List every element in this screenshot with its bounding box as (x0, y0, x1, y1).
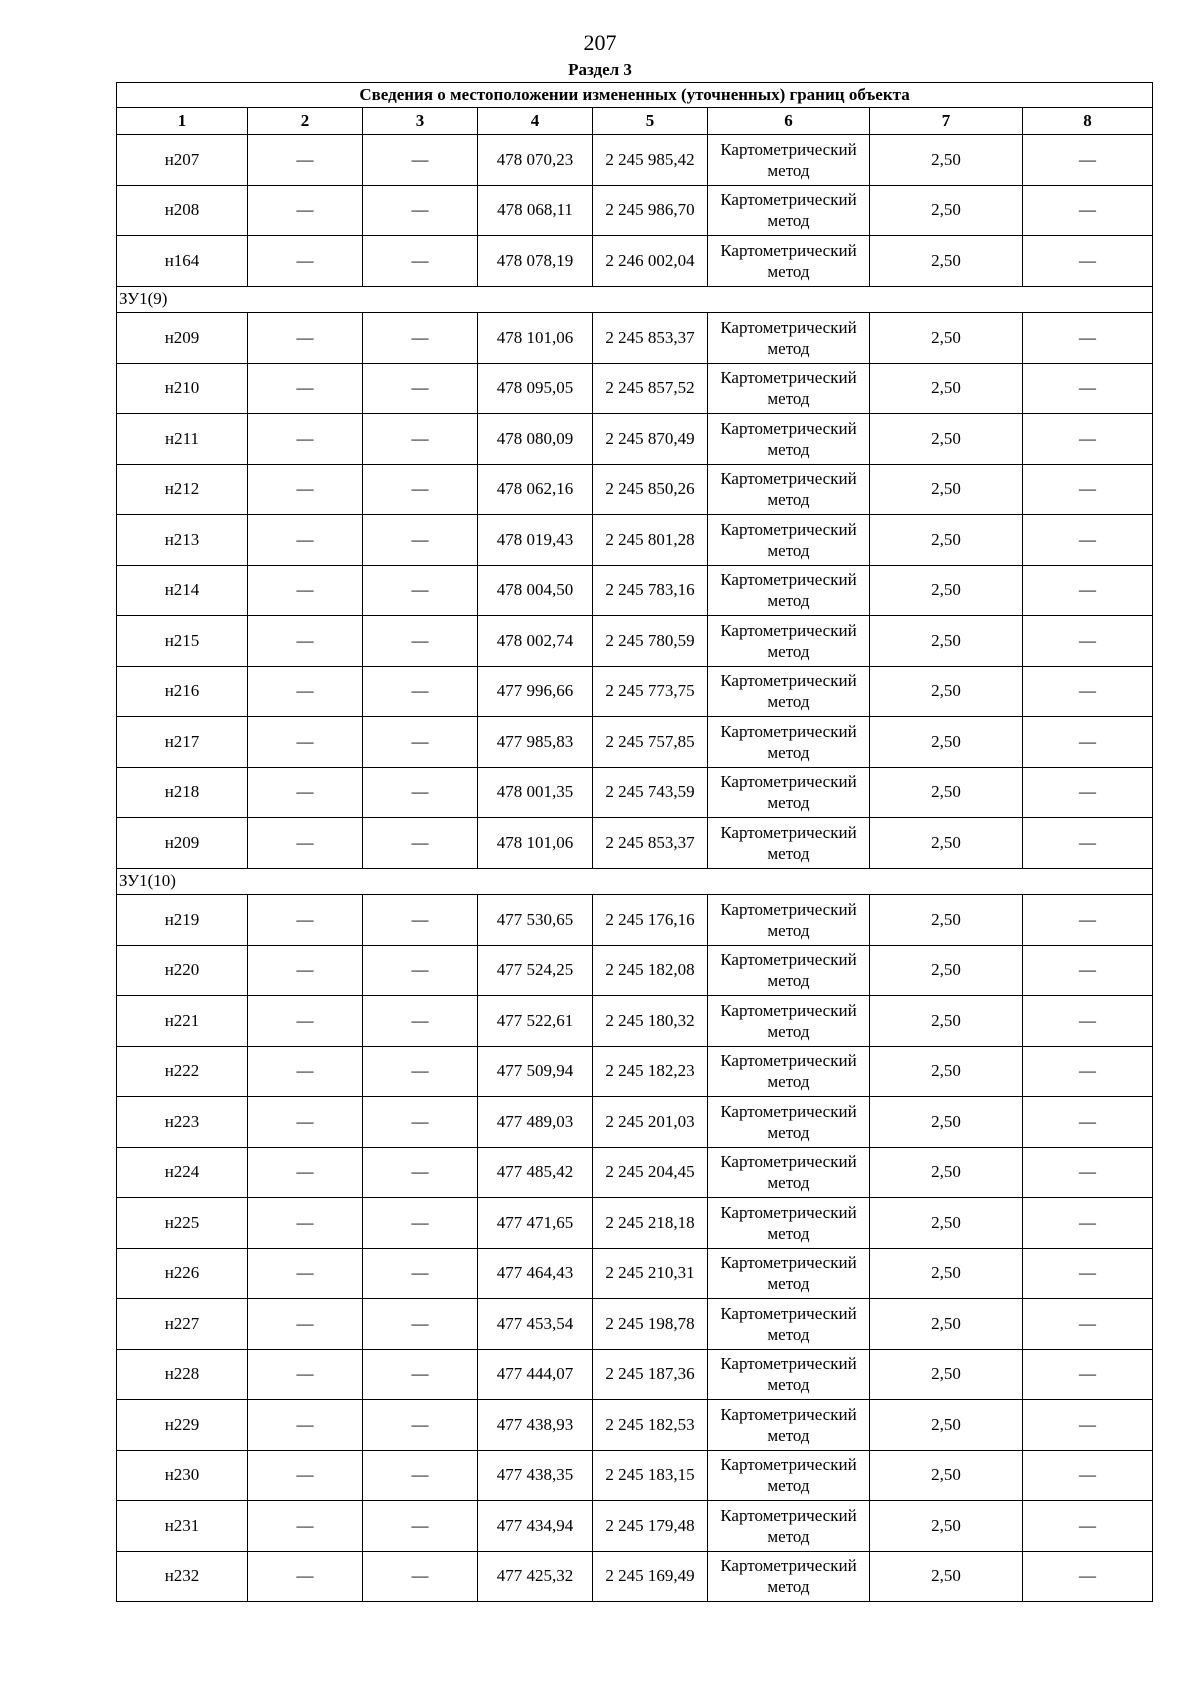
table-row (117, 818, 1153, 869)
x-coordinate-cell: 477 985,83 (478, 717, 593, 768)
col8-cell: — (1023, 1046, 1153, 1097)
point-id-cell: н224 (117, 1147, 248, 1198)
table-row (117, 464, 1153, 515)
y-coordinate-cell: 2 245 169,49 (593, 1551, 708, 1602)
x-coordinate-cell: 477 530,65 (478, 895, 593, 946)
column-number-2: 2 (248, 108, 363, 135)
col2-cell: — (248, 1248, 363, 1299)
col8-cell: — (1023, 1349, 1153, 1400)
col8-cell: — (1023, 945, 1153, 996)
col2-cell: — (248, 1147, 363, 1198)
point-id-cell: н227 (117, 1299, 248, 1350)
x-coordinate-cell: 477 444,07 (478, 1349, 593, 1400)
method-cell: Картометрический метод (708, 767, 870, 818)
accuracy-cell: 2,50 (870, 666, 1023, 717)
col2-cell: — (248, 1097, 363, 1148)
col2-cell: — (248, 414, 363, 465)
x-coordinate-cell: 477 464,43 (478, 1248, 593, 1299)
table-row (117, 616, 1153, 667)
accuracy-cell: 2,50 (870, 1299, 1023, 1350)
x-coordinate-cell: 477 996,66 (478, 666, 593, 717)
table-row (117, 1097, 1153, 1148)
method-cell: Картометрический метод (708, 464, 870, 515)
point-id-cell: н216 (117, 666, 248, 717)
point-id-cell: н232 (117, 1551, 248, 1602)
page-number: 207 (583, 30, 617, 55)
y-coordinate-cell: 2 245 218,18 (593, 1198, 708, 1249)
column-number-8: 8 (1023, 108, 1153, 135)
group-header-row (117, 868, 1153, 895)
method-cell: Картометрический метод (708, 1349, 870, 1400)
y-coordinate-cell: 2 245 783,16 (593, 565, 708, 616)
col8-cell: — (1023, 515, 1153, 566)
x-coordinate-cell: 478 004,50 (478, 565, 593, 616)
col8-cell: — (1023, 135, 1153, 186)
point-id-cell: н230 (117, 1450, 248, 1501)
x-coordinate-cell: 477 434,94 (478, 1501, 593, 1552)
col2-cell: — (248, 945, 363, 996)
col2-cell: — (248, 1046, 363, 1097)
column-number-row (117, 108, 1153, 135)
method-cell: Картометрический метод (708, 565, 870, 616)
table-row (117, 996, 1153, 1047)
table-row (117, 1147, 1153, 1198)
method-cell: Картометрический метод (708, 818, 870, 869)
x-coordinate-cell: 477 524,25 (478, 945, 593, 996)
accuracy-cell: 2,50 (870, 1349, 1023, 1400)
method-cell: Картометрический метод (708, 616, 870, 667)
col3-cell: — (363, 1046, 478, 1097)
accuracy-cell: 2,50 (870, 1400, 1023, 1451)
point-id-cell: н226 (117, 1248, 248, 1299)
col8-cell: — (1023, 464, 1153, 515)
point-id-cell: н217 (117, 717, 248, 768)
table-row (117, 565, 1153, 616)
accuracy-cell: 2,50 (870, 464, 1023, 515)
col3-cell: — (363, 996, 478, 1047)
col3-cell: — (363, 666, 478, 717)
col8-cell: — (1023, 1248, 1153, 1299)
col3-cell: — (363, 1501, 478, 1552)
accuracy-cell: 2,50 (870, 945, 1023, 996)
table-caption: Сведения о местоположении измененных (уточненных) границ объекта (117, 83, 1153, 108)
col8-cell: — (1023, 767, 1153, 818)
col3-cell: — (363, 236, 478, 287)
x-coordinate-cell: 477 509,94 (478, 1046, 593, 1097)
col8-cell: — (1023, 1198, 1153, 1249)
y-coordinate-cell: 2 245 180,32 (593, 996, 708, 1047)
group-header-row (117, 286, 1153, 313)
y-coordinate-cell: 2 245 986,70 (593, 185, 708, 236)
col3-cell: — (363, 1349, 478, 1400)
col3-cell: — (363, 818, 478, 869)
method-cell: Картометрический метод (708, 414, 870, 465)
table-row (117, 1349, 1153, 1400)
col8-cell: — (1023, 363, 1153, 414)
table-row (117, 1046, 1153, 1097)
col2-cell: — (248, 895, 363, 946)
accuracy-cell: 2,50 (870, 363, 1023, 414)
y-coordinate-cell: 2 245 857,52 (593, 363, 708, 414)
point-id-cell: н208 (117, 185, 248, 236)
x-coordinate-cell: 478 078,19 (478, 236, 593, 287)
point-id-cell: н209 (117, 313, 248, 364)
accuracy-cell: 2,50 (870, 717, 1023, 768)
x-coordinate-cell: 478 095,05 (478, 363, 593, 414)
y-coordinate-cell: 2 245 201,03 (593, 1097, 708, 1148)
col8-cell: — (1023, 185, 1153, 236)
col8-cell: — (1023, 1147, 1153, 1198)
table-row (117, 236, 1153, 287)
x-coordinate-cell: 477 453,54 (478, 1299, 593, 1350)
col2-cell: — (248, 515, 363, 566)
x-coordinate-cell: 477 489,03 (478, 1097, 593, 1148)
col2-cell: — (248, 1299, 363, 1350)
accuracy-cell: 2,50 (870, 236, 1023, 287)
col3-cell: — (363, 945, 478, 996)
method-cell: Картометрический метод (708, 313, 870, 364)
point-id-cell: н164 (117, 236, 248, 287)
method-cell: Картометрический метод (708, 363, 870, 414)
accuracy-cell: 2,50 (870, 515, 1023, 566)
col8-cell: — (1023, 1551, 1153, 1602)
x-coordinate-cell: 477 438,35 (478, 1450, 593, 1501)
boundary-coordinates-table (116, 82, 1153, 1602)
accuracy-cell: 2,50 (870, 818, 1023, 869)
table-body (117, 135, 1153, 1602)
accuracy-cell: 2,50 (870, 1097, 1023, 1148)
group-label: ЗУ1(10) (117, 868, 1153, 895)
x-coordinate-cell: 477 438,93 (478, 1400, 593, 1451)
col8-cell: — (1023, 666, 1153, 717)
y-coordinate-cell: 2 245 870,49 (593, 414, 708, 465)
x-coordinate-cell: 478 062,16 (478, 464, 593, 515)
col2-cell: — (248, 135, 363, 186)
y-coordinate-cell: 2 245 985,42 (593, 135, 708, 186)
col2-cell: — (248, 1198, 363, 1249)
table-row (117, 1248, 1153, 1299)
group-label: ЗУ1(9) (117, 286, 1153, 313)
method-cell: Картометрический метод (708, 945, 870, 996)
col8-cell: — (1023, 1501, 1153, 1552)
y-coordinate-cell: 2 245 780,59 (593, 616, 708, 667)
x-coordinate-cell: 478 070,23 (478, 135, 593, 186)
col3-cell: — (363, 767, 478, 818)
table-row (117, 1299, 1153, 1350)
col2-cell: — (248, 767, 363, 818)
table-row (117, 135, 1153, 186)
y-coordinate-cell: 2 245 853,37 (593, 313, 708, 364)
table-row (117, 767, 1153, 818)
col8-cell: — (1023, 818, 1153, 869)
method-cell: Картометрический метод (708, 1501, 870, 1552)
section-title: Раздел 3 (568, 60, 632, 79)
accuracy-cell: 2,50 (870, 1198, 1023, 1249)
table-row (117, 1551, 1153, 1602)
col3-cell: — (363, 1551, 478, 1602)
accuracy-cell: 2,50 (870, 1147, 1023, 1198)
method-cell: Картометрический метод (708, 666, 870, 717)
col3-cell: — (363, 414, 478, 465)
point-id-cell: н220 (117, 945, 248, 996)
point-id-cell: н207 (117, 135, 248, 186)
point-id-cell: н223 (117, 1097, 248, 1148)
method-cell: Картометрический метод (708, 1450, 870, 1501)
table-row (117, 515, 1153, 566)
y-coordinate-cell: 2 245 198,78 (593, 1299, 708, 1350)
col8-cell: — (1023, 1450, 1153, 1501)
col2-cell: — (248, 666, 363, 717)
point-id-cell: н218 (117, 767, 248, 818)
method-cell: Картометрический метод (708, 1147, 870, 1198)
table-row (117, 1450, 1153, 1501)
col3-cell: — (363, 1400, 478, 1451)
column-number-6: 6 (708, 108, 870, 135)
col3-cell: — (363, 565, 478, 616)
x-coordinate-cell: 477 522,61 (478, 996, 593, 1047)
point-id-cell: н209 (117, 818, 248, 869)
col3-cell: — (363, 313, 478, 364)
table-row (117, 666, 1153, 717)
col8-cell: — (1023, 1299, 1153, 1350)
table-row (117, 717, 1153, 768)
accuracy-cell: 2,50 (870, 565, 1023, 616)
col2-cell: — (248, 565, 363, 616)
x-coordinate-cell: 478 001,35 (478, 767, 593, 818)
method-cell: Картометрический метод (708, 135, 870, 186)
accuracy-cell: 2,50 (870, 1551, 1023, 1602)
method-cell: Картометрический метод (708, 1400, 870, 1451)
col3-cell: — (363, 616, 478, 667)
col8-cell: — (1023, 565, 1153, 616)
col2-cell: — (248, 1501, 363, 1552)
x-coordinate-cell: 478 101,06 (478, 313, 593, 364)
y-coordinate-cell: 2 245 183,15 (593, 1450, 708, 1501)
y-coordinate-cell: 2 245 204,45 (593, 1147, 708, 1198)
col2-cell: — (248, 717, 363, 768)
x-coordinate-cell: 477 471,65 (478, 1198, 593, 1249)
accuracy-cell: 2,50 (870, 895, 1023, 946)
method-cell: Картометрический метод (708, 185, 870, 236)
col3-cell: — (363, 464, 478, 515)
col8-cell: — (1023, 895, 1153, 946)
point-id-cell: н225 (117, 1198, 248, 1249)
accuracy-cell: 2,50 (870, 1501, 1023, 1552)
col2-cell: — (248, 313, 363, 364)
y-coordinate-cell: 2 246 002,04 (593, 236, 708, 287)
col8-cell: — (1023, 717, 1153, 768)
y-coordinate-cell: 2 245 853,37 (593, 818, 708, 869)
point-id-cell: н221 (117, 996, 248, 1047)
col3-cell: — (363, 1299, 478, 1350)
col3-cell: — (363, 1198, 478, 1249)
point-id-cell: н212 (117, 464, 248, 515)
col3-cell: — (363, 1248, 478, 1299)
accuracy-cell: 2,50 (870, 313, 1023, 364)
method-cell: Картометрический метод (708, 895, 870, 946)
y-coordinate-cell: 2 245 182,08 (593, 945, 708, 996)
column-number-5: 5 (593, 108, 708, 135)
y-coordinate-cell: 2 245 850,26 (593, 464, 708, 515)
method-cell: Картометрический метод (708, 1046, 870, 1097)
accuracy-cell: 2,50 (870, 996, 1023, 1047)
col3-cell: — (363, 185, 478, 236)
y-coordinate-cell: 2 245 743,59 (593, 767, 708, 818)
col2-cell: — (248, 236, 363, 287)
col3-cell: — (363, 135, 478, 186)
col2-cell: — (248, 1400, 363, 1451)
point-id-cell: н213 (117, 515, 248, 566)
table-row (117, 185, 1153, 236)
table-row (117, 313, 1153, 364)
method-cell: Картометрический метод (708, 515, 870, 566)
method-cell: Картометрический метод (708, 1248, 870, 1299)
table-row (117, 363, 1153, 414)
table-row (117, 945, 1153, 996)
accuracy-cell: 2,50 (870, 135, 1023, 186)
x-coordinate-cell: 477 425,32 (478, 1551, 593, 1602)
col8-cell: — (1023, 616, 1153, 667)
col8-cell: — (1023, 414, 1153, 465)
col2-cell: — (248, 996, 363, 1047)
point-id-cell: н229 (117, 1400, 248, 1451)
method-cell: Картометрический метод (708, 717, 870, 768)
table-row (117, 1501, 1153, 1552)
col2-cell: — (248, 464, 363, 515)
col2-cell: — (248, 1349, 363, 1400)
point-id-cell: н219 (117, 895, 248, 946)
x-coordinate-cell: 478 080,09 (478, 414, 593, 465)
y-coordinate-cell: 2 245 179,48 (593, 1501, 708, 1552)
point-id-cell: н214 (117, 565, 248, 616)
accuracy-cell: 2,50 (870, 616, 1023, 667)
method-cell: Картометрический метод (708, 1551, 870, 1602)
y-coordinate-cell: 2 245 182,23 (593, 1046, 708, 1097)
y-coordinate-cell: 2 245 757,85 (593, 717, 708, 768)
method-cell: Картометрический метод (708, 1299, 870, 1350)
col3-cell: — (363, 1097, 478, 1148)
col3-cell: — (363, 717, 478, 768)
col8-cell: — (1023, 236, 1153, 287)
x-coordinate-cell: 478 101,06 (478, 818, 593, 869)
x-coordinate-cell: 477 485,42 (478, 1147, 593, 1198)
accuracy-cell: 2,50 (870, 1046, 1023, 1097)
column-number-1: 1 (117, 108, 248, 135)
x-coordinate-cell: 478 002,74 (478, 616, 593, 667)
col2-cell: — (248, 185, 363, 236)
col3-cell: — (363, 895, 478, 946)
column-number-3: 3 (363, 108, 478, 135)
col2-cell: — (248, 818, 363, 869)
col3-cell: — (363, 515, 478, 566)
col2-cell: — (248, 616, 363, 667)
point-id-cell: н228 (117, 1349, 248, 1400)
col8-cell: — (1023, 1097, 1153, 1148)
column-number-4: 4 (478, 108, 593, 135)
table-row (117, 414, 1153, 465)
accuracy-cell: 2,50 (870, 767, 1023, 818)
y-coordinate-cell: 2 245 773,75 (593, 666, 708, 717)
col2-cell: — (248, 1450, 363, 1501)
col3-cell: — (363, 1147, 478, 1198)
point-id-cell: н210 (117, 363, 248, 414)
accuracy-cell: 2,50 (870, 185, 1023, 236)
y-coordinate-cell: 2 245 176,16 (593, 895, 708, 946)
point-id-cell: н231 (117, 1501, 248, 1552)
accuracy-cell: 2,50 (870, 414, 1023, 465)
y-coordinate-cell: 2 245 182,53 (593, 1400, 708, 1451)
col2-cell: — (248, 363, 363, 414)
method-cell: Картометрический метод (708, 1198, 870, 1249)
col8-cell: — (1023, 1400, 1153, 1451)
col8-cell: — (1023, 996, 1153, 1047)
col2-cell: — (248, 1551, 363, 1602)
accuracy-cell: 2,50 (870, 1248, 1023, 1299)
method-cell: Картометрический метод (708, 996, 870, 1047)
accuracy-cell: 2,50 (870, 1450, 1023, 1501)
y-coordinate-cell: 2 245 801,28 (593, 515, 708, 566)
point-id-cell: н215 (117, 616, 248, 667)
col8-cell: — (1023, 313, 1153, 364)
y-coordinate-cell: 2 245 187,36 (593, 1349, 708, 1400)
y-coordinate-cell: 2 245 210,31 (593, 1248, 708, 1299)
point-id-cell: н211 (117, 414, 248, 465)
point-id-cell: н222 (117, 1046, 248, 1097)
table-row (117, 1198, 1153, 1249)
col3-cell: — (363, 1450, 478, 1501)
method-cell: Картометрический метод (708, 236, 870, 287)
table-row (117, 1400, 1153, 1451)
column-number-7: 7 (870, 108, 1023, 135)
x-coordinate-cell: 478 068,11 (478, 185, 593, 236)
table-row (117, 895, 1153, 946)
col3-cell: — (363, 363, 478, 414)
method-cell: Картометрический метод (708, 1097, 870, 1148)
x-coordinate-cell: 478 019,43 (478, 515, 593, 566)
